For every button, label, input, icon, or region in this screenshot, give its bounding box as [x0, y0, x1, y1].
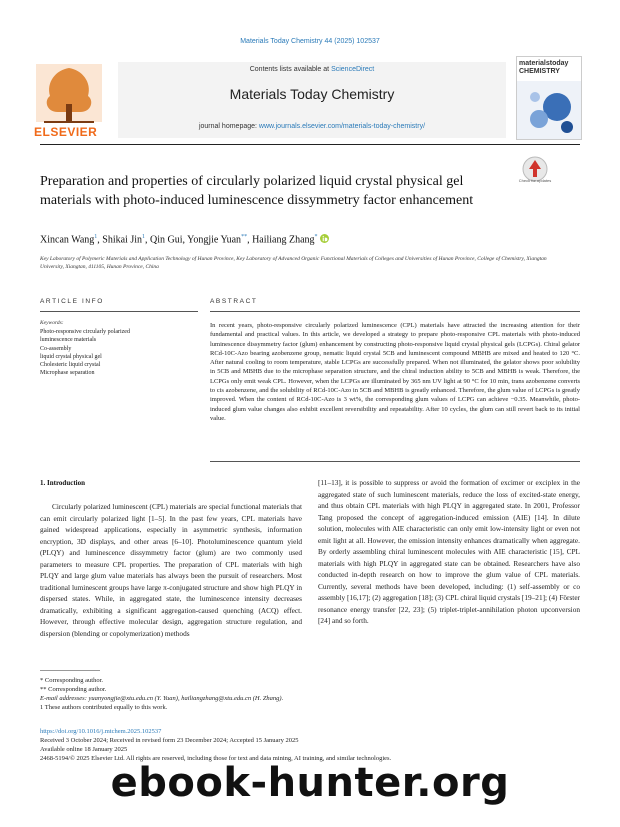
- article-info-rule: [40, 311, 198, 312]
- received-dates: Received 3 October 2024; Received in revised form 23 December 2024; Accepted 15 January 2025: [40, 737, 299, 744]
- author-mark: 1: [94, 234, 98, 240]
- keyword: luminescence materials: [40, 337, 97, 344]
- footnote: * Corresponding author.: [40, 677, 104, 684]
- publication-info: [40, 727, 391, 763]
- elsevier-wordmark: ELSEVIER: [34, 125, 98, 139]
- journal-homepage: [118, 123, 506, 130]
- keywords-label: Keywords:: [40, 320, 64, 326]
- keyword: Photo-responsive circularly polarized: [40, 329, 130, 335]
- keyword: Cholesteric liquid crystal: [40, 362, 101, 369]
- author-name[interactable]: Qin Gui: [150, 234, 183, 246]
- author-list: Xincan Wang$^1$, Shikai Jin$^1$, Qin Gui, Yongjie Yuan**, Hailiang Zhang*: [40, 234, 329, 245]
- homepage-prefix: journal homepage:: [198, 123, 259, 130]
- footnote: 1 These authors contributed equally to this work.: [40, 704, 168, 711]
- footnote: ** Corresponding author.: [40, 686, 107, 693]
- intro-left-column: Circularly polarized luminescent (CPL) materials are special functional materials that can emit circularly polarized light [1–5]. In the past few years, CPL materials have gained widespread applications, especially in asymmetric synthesis, information encryption, 3D displays, and other areas [6–10]. Photoluminescence quantum yield (PLQY) and luminescence dissymmetry factor (glum) are two commonly used parameters to measure CPL properties. The preparation of CPL materials with high PLQY and large glum value materials has always been the pursuit of researchers. Most traditional luminescent groups have large π-conjugated structure and show high PLQY in dispersed states. While, in aggregated state, the luminescence intensity decreases dramatically, exhibiting a significant aggregation-caused quenching (ACQ) effect. However, through effective molecular design, aggregation structure regulation, and dispersion (blending or copolymerization) methods: [40, 502, 302, 638]
- author-name[interactable]: Xincan Wang: [40, 234, 95, 246]
- watermark: ebook-hunter.org: [110, 760, 510, 806]
- sciencedirect-link[interactable]: ScienceDirect: [331, 66, 375, 73]
- journal-name: Materials Today Chemistry: [229, 86, 395, 102]
- author-name[interactable]: Shikai Jin: [102, 234, 143, 246]
- affiliation: Key Laboratory of Polymeric Materials and Application Technology of Hunan Province, Key Laboratory of Advanced Organic Functional Materials of Colleges and Universities of Hunan Province, College of Chemistry, Xiangtan University, Xiangtan, 411105, Hunan Province, China: [40, 256, 547, 270]
- keyword: liquid crystal physical gel: [40, 353, 102, 360]
- abstract-heading: ABSTRACT: [210, 298, 258, 305]
- author-mark: *: [314, 234, 318, 240]
- journal-citation[interactable]: Materials Today Chemistry 44 (2025) 102537: [240, 38, 380, 45]
- article-title: Preparation and properties of circularly polarized liquid crystal physical gel materials with photo-induced luminescence dissymmetry factor enhancement: [40, 174, 474, 208]
- keyword: Microphase separation: [40, 370, 95, 377]
- footnote-emails[interactable]: E-mail addresses: yuanyongjie@xtu.edu.cn (Y. Yuan), hailiangzhang@xtu.edu.cn (H. Zhang).: [40, 695, 284, 702]
- intro-right-column: [11–13], it is possible to suppress or avoid the formation of excimer or exciplex in the aggregated state of such luminescent materials, reduce the loss of excited-state energy, and thus obtain CPL materials with high PLQY in aggregated state. In 2001, Professor Tang proposed the concept of aggregation-induced emission (AIE) [14]. In dilute solution, molecules with AIE characteristic can only emit low-intensity light or even not emit light at all. However, the emission intensity enhances dramatically when aggregate. By orderly assembling chiral luminescent molecules with AIE characteristic [15], CPL materials with high PLQY in aggregated state can be obtained. Researchers have also conducted in-depth research on how to improve the glum value of CPL materials. Currently, several methods have been developed, including: (1) self-assembly or co assembly [16,17]; (2) aggregation [18]; (3) CPL chiral liquid crystals [19–21]; (4) Förster resonance energy transfer [22, 23]; (5) triplet-triplet-annihilation photon upconversion [24] and so forth.: [318, 478, 580, 625]
- author-mark: 1: [142, 234, 146, 240]
- author-mark: **: [241, 234, 248, 240]
- contents-prefix: Contents lists available at: [249, 66, 332, 73]
- keyword: Co-assembly: [40, 345, 72, 352]
- author-name[interactable]: Hailiang Zhang: [252, 234, 315, 246]
- abstract-text: In recent years, photo-responsive circularly polarized luminescence (CPL) materials have attracted the increasing attention for their fundamental and practical values. In this article, we developed a strategy to prepare photo-responsive CPL materials with photo-induced luminescence dissymmetry factor (glum) enhancement by constructing photo-responsive liquid crystal physical gels (LCPGs). Chiral gelator RCd-10C-Azo bearing azobenzene group, nematic liquid crystal 5CB and luminescent compound MBHB are mixed and heated to 120 °C. After natural cooling to room temperature, stable LCPGs are successfully prepared. When not illuminated, the gelator shows poor solubility in 5CB and MBHB due to the microphase separation structure, and the chiral induction ability to 5CB and MBHB is weak. Therefore, the LCPGs only emit weak CPL. However, when the LCPGs are illuminated by 365 nm UV light at 90 °C for 10 min, trans azobenzene converts to cis azobenzene, and the solubility of RCd-10C-Azo in 5CB and MBHB is greatly enhanced. Therefore, the glum value of LCPGs is greatly improved. When the content of RCd-10C-Azo is 3 wt%, the corresponding glum values of LCPG can achieve −0.35. Meanwhile, photo-induced glum value changes also exhibit excellent reversibility and repeatability. After 10 cycles, the glum can still revert back to its initial value.: [210, 322, 580, 422]
- available-date: Available online 18 January 2025: [40, 746, 128, 753]
- footnotes: [40, 676, 283, 712]
- copyright: 2468-5194/© 2025 Elsevier Ltd. All rights are reserved, including those for text and data mining, AI training, and similar technologies.: [40, 755, 392, 762]
- author-name[interactable]: Yongjie Yuan: [187, 234, 242, 246]
- homepage-link[interactable]: www.journals.elsevier.com/materials-today-chemistry/: [258, 123, 426, 130]
- keywords-list: [40, 328, 200, 378]
- header-divider: [40, 144, 580, 145]
- contents-availability: [118, 66, 506, 73]
- footnote-rule: [40, 670, 100, 671]
- abstract-rule: [210, 311, 580, 312]
- doi-link[interactable]: https://doi.org/10.1016/j.mtchem.2025.102537: [40, 728, 162, 735]
- cover-title: materialstoday CHEMISTRY: [519, 60, 569, 75]
- introduction-heading: 1. Introduction: [40, 479, 85, 487]
- check-updates-label[interactable]: Check for updates: [518, 178, 552, 183]
- article-info-heading: ARTICLE INFO: [40, 298, 104, 305]
- abstract-bottom-rule: [210, 461, 580, 462]
- orcid-icon[interactable]: [320, 234, 329, 243]
